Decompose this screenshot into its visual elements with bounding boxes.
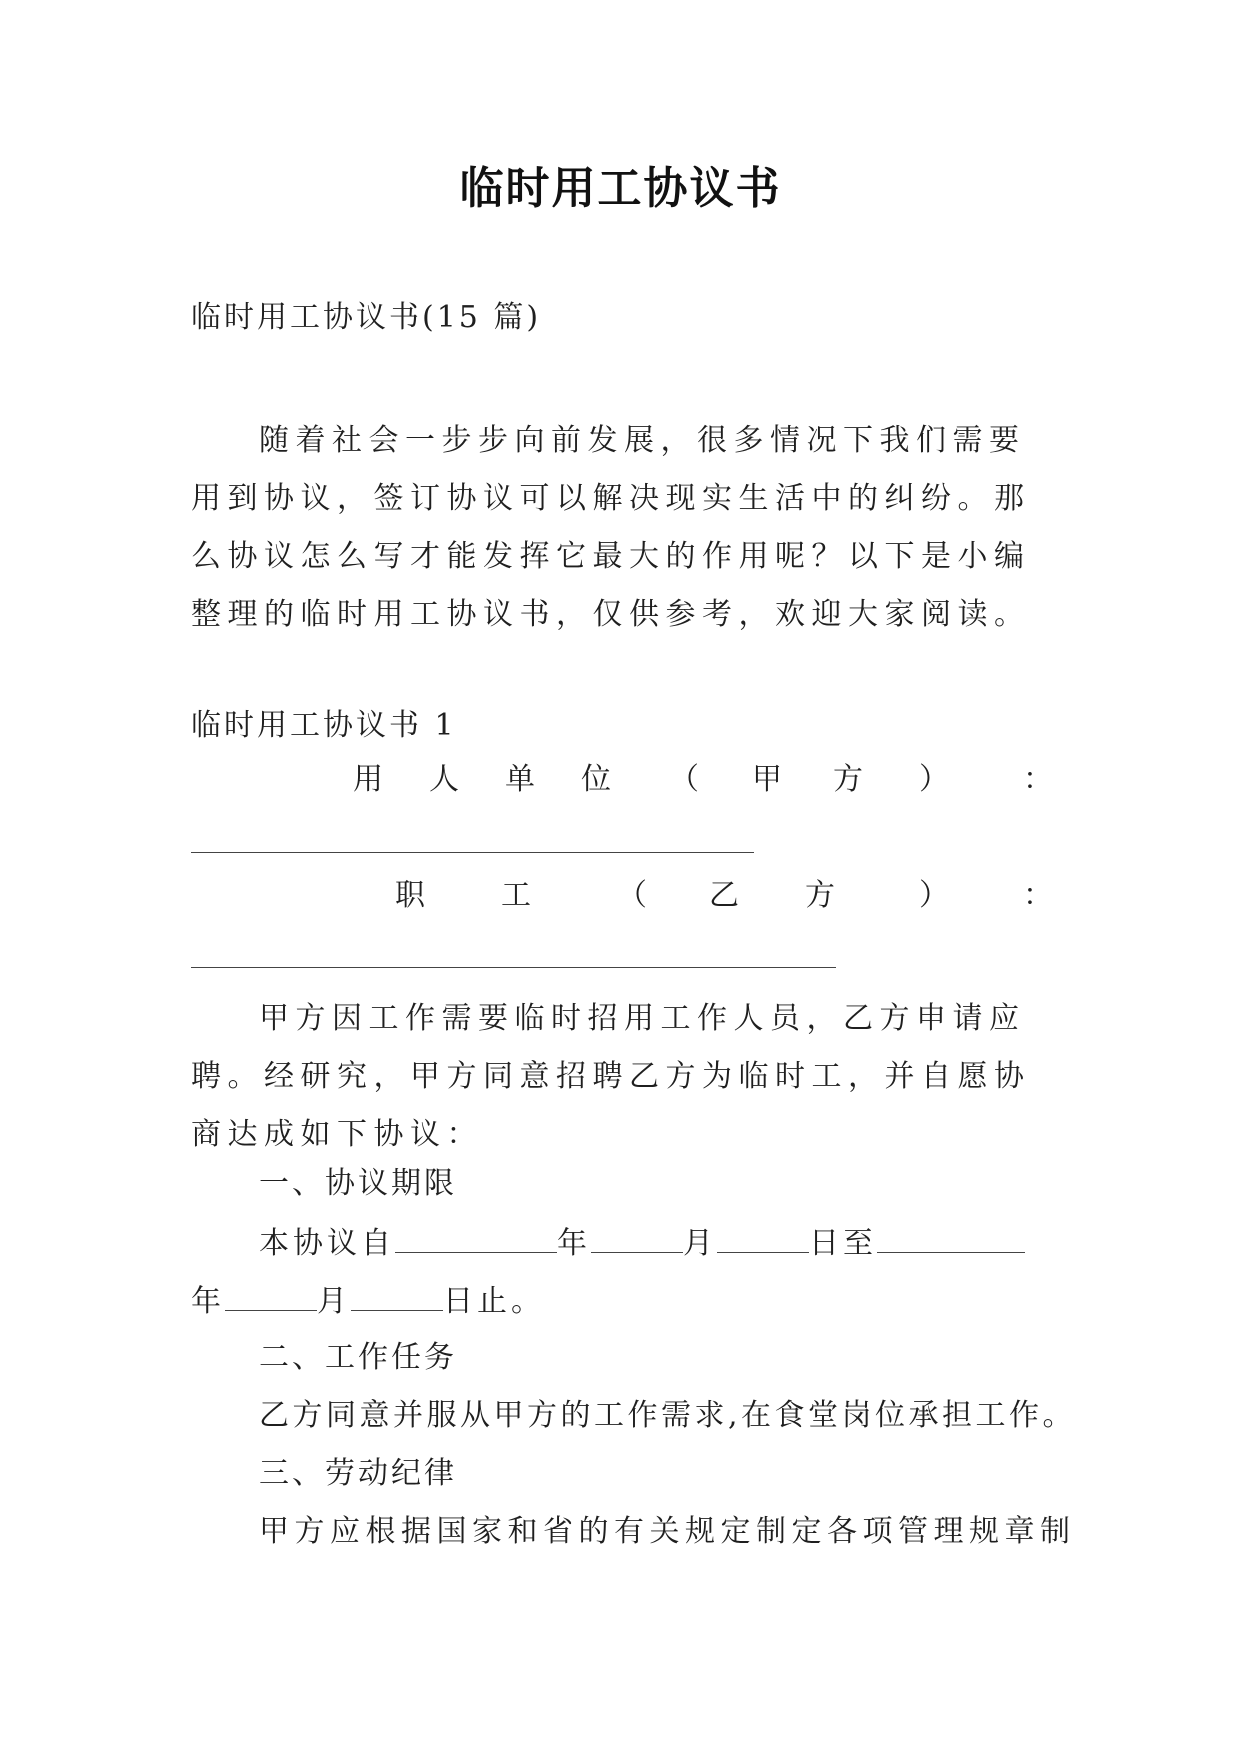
employer-label-char: 甲 bbox=[752, 762, 782, 797]
year-label: 年 bbox=[557, 1226, 591, 1261]
employer-label-char: 人 bbox=[429, 762, 459, 797]
employer-label-char: 单 bbox=[505, 762, 535, 797]
employee-label-char: ： bbox=[1023, 878, 1053, 913]
clause-2-heading: 二、工作任务 bbox=[259, 1340, 457, 1375]
month-label: 月 bbox=[683, 1226, 717, 1261]
intro-paragraph: 随着社会一步步向前发展，很多情况下我们需要用到协议，签订协议可以解决现实生活中的纠纷。那么协议怎么写才能发挥它最大的作用呢？以下是小编整理的临时用工协议书，仅供参考，欢迎大家阅读。 bbox=[191, 423, 1031, 632]
agreement-intro-paragraph: 甲方因工作需要临时招用工作人员，乙方申请应聘。经研究，甲方同意招聘乙方为临时工，并自愿协商达成如下协议： bbox=[191, 1001, 1031, 1152]
day-end-label: 日止。 bbox=[443, 1284, 545, 1319]
term-end-row bbox=[191, 1280, 545, 1322]
clause-2-text: 乙方同意并服从甲方的工作需求,在食堂岗位承担工作。 bbox=[259, 1398, 1077, 1433]
employer-fill-line bbox=[191, 852, 754, 853]
end-month-blank[interactable] bbox=[225, 1280, 317, 1311]
employer-label-char: 位 bbox=[581, 762, 611, 797]
employee-label-char: （ bbox=[617, 878, 647, 913]
term-start-row bbox=[259, 1222, 1025, 1264]
start-day-blank[interactable] bbox=[717, 1222, 809, 1253]
year-label: 年 bbox=[191, 1284, 225, 1319]
section-1-heading: 临时用工协议书 1 bbox=[191, 708, 457, 743]
employee-label-char: ） bbox=[919, 878, 949, 913]
employer-label-char: 方 bbox=[833, 762, 863, 797]
clause-1-heading: 一、协议期限 bbox=[259, 1166, 457, 1201]
employee-label-char: 工 bbox=[501, 878, 531, 913]
clause-3-heading: 三、劳动纪律 bbox=[259, 1456, 457, 1491]
employer-label-char: ） bbox=[919, 762, 949, 797]
document-subtitle: 临时用工协议书(15 篇) bbox=[191, 300, 542, 335]
clause-3-text: 甲方应根据国家和省的有关规定制定各项管理规章制 bbox=[259, 1514, 1076, 1549]
employer-label-char: 用 bbox=[353, 762, 383, 797]
employee-label-char: 乙 bbox=[709, 878, 739, 913]
employee-label-char: 方 bbox=[805, 878, 835, 913]
month-label: 月 bbox=[317, 1284, 351, 1319]
employee-fill-line bbox=[191, 967, 836, 968]
term-prefix: 本协议自 bbox=[259, 1226, 395, 1261]
end-day-blank[interactable] bbox=[351, 1280, 443, 1311]
start-year-blank[interactable] bbox=[395, 1222, 557, 1253]
document-title: 临时用工协议书 bbox=[459, 163, 782, 214]
end-year-blank[interactable] bbox=[877, 1222, 1025, 1253]
employer-label-char: ： bbox=[1023, 762, 1053, 797]
start-month-blank[interactable] bbox=[591, 1222, 683, 1253]
employee-label-char: 职 bbox=[395, 878, 425, 913]
employer-label-char: （ bbox=[669, 762, 699, 797]
day-to-label: 日至 bbox=[809, 1226, 877, 1261]
